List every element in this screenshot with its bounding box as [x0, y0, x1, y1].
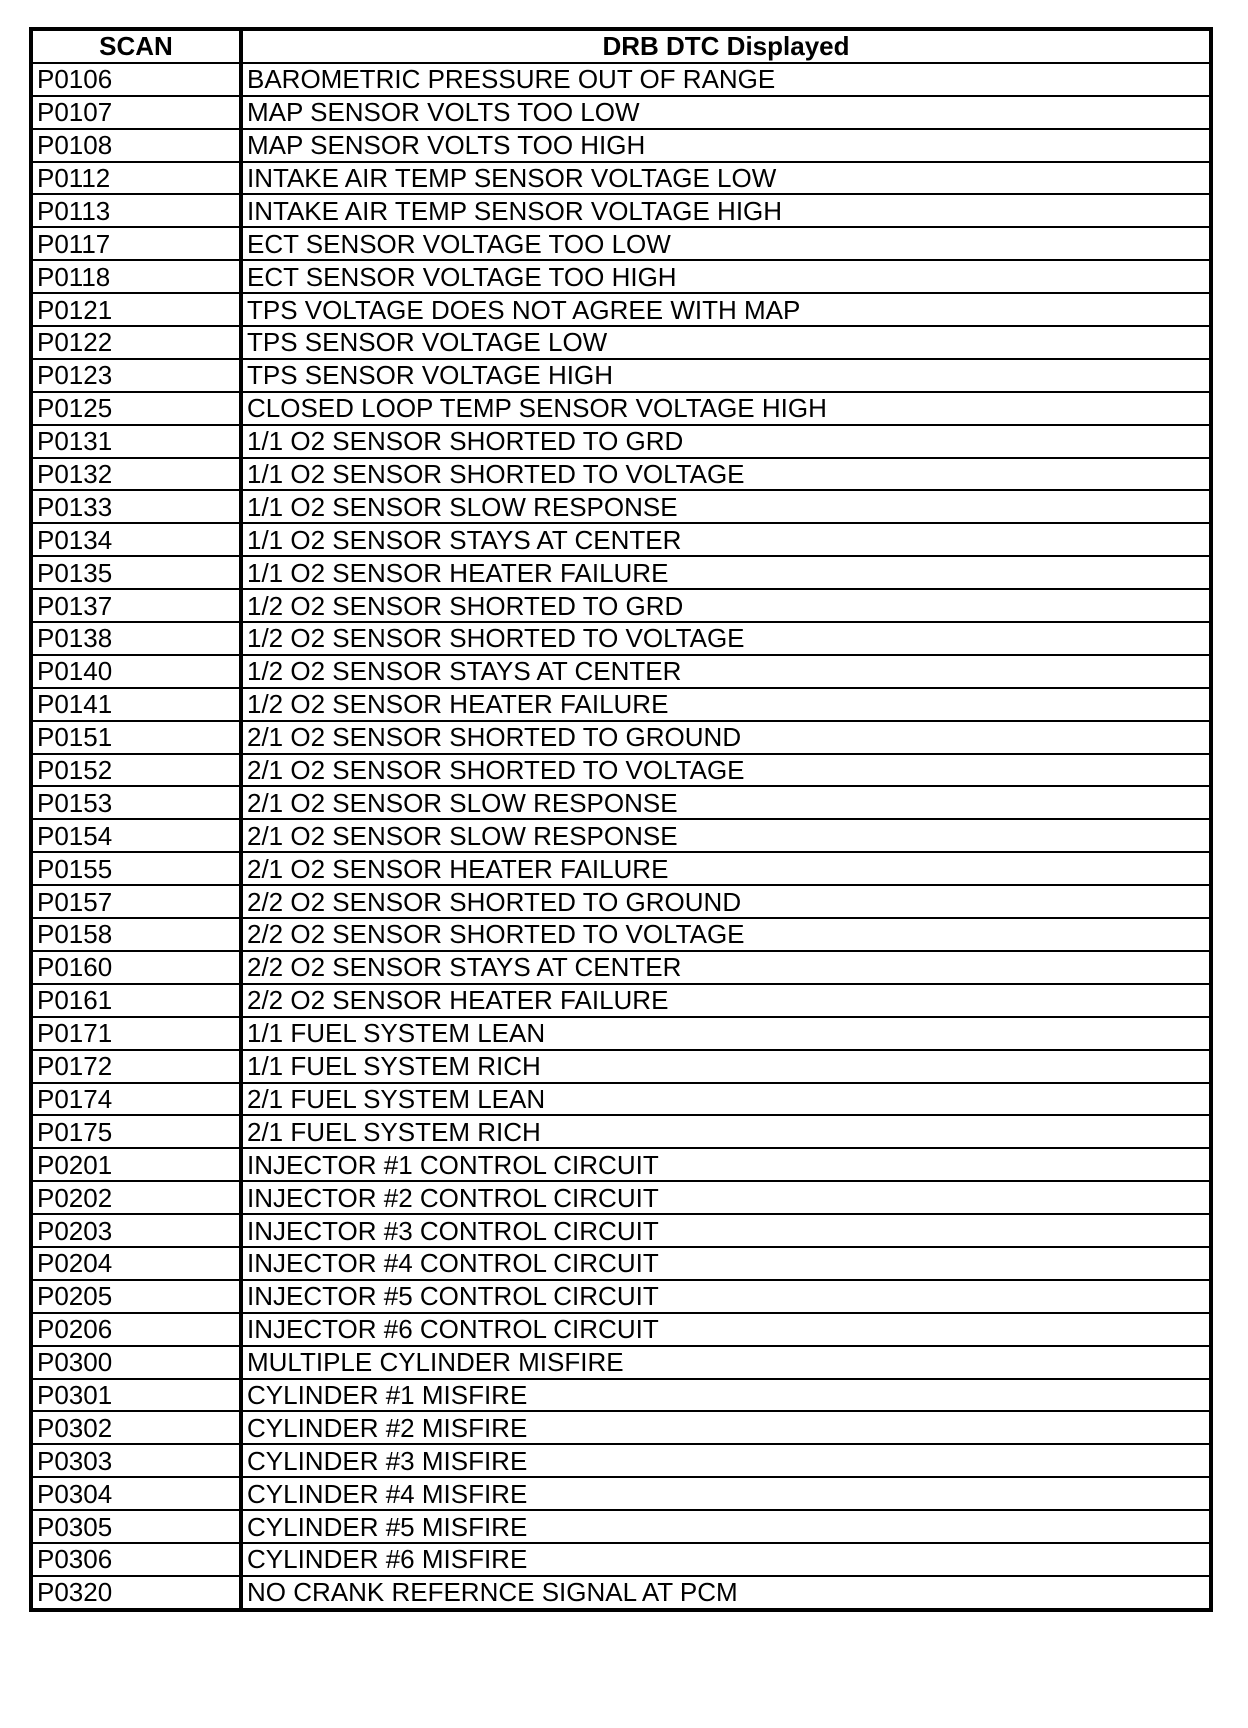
scan-code-cell: P0108 — [31, 129, 241, 162]
header-drb-dtc-displayed: DRB DTC Displayed — [241, 29, 1211, 63]
dtc-description-cell: INJECTOR #3 CONTROL CIRCUIT — [241, 1214, 1211, 1247]
dtc-description-cell: 2/1 O2 SENSOR SLOW RESPONSE — [241, 819, 1211, 852]
table-row — [31, 293, 1211, 326]
dtc-description-cell: 2/1 O2 SENSOR SLOW RESPONSE — [241, 786, 1211, 819]
dtc-description-cell: 1/2 O2 SENSOR STAYS AT CENTER — [241, 655, 1211, 688]
table-row — [31, 1444, 1211, 1477]
table-row — [31, 194, 1211, 227]
dtc-description-cell: MAP SENSOR VOLTS TOO HIGH — [241, 129, 1211, 162]
scan-code-cell: P0175 — [31, 1115, 241, 1148]
table-row — [31, 1543, 1211, 1576]
table-row — [31, 162, 1211, 195]
dtc-description-cell: TPS SENSOR VOLTAGE LOW — [241, 326, 1211, 359]
table-row — [31, 523, 1211, 556]
scan-code-cell: P0112 — [31, 162, 241, 195]
scan-code-cell: P0152 — [31, 754, 241, 787]
dtc-description-cell: INJECTOR #5 CONTROL CIRCUIT — [241, 1280, 1211, 1313]
dtc-description-cell: CLOSED LOOP TEMP SENSOR VOLTAGE HIGH — [241, 392, 1211, 425]
scan-code-cell: P0125 — [31, 392, 241, 425]
dtc-description-cell: INJECTOR #2 CONTROL CIRCUIT — [241, 1181, 1211, 1214]
table-row — [31, 1115, 1211, 1148]
scan-code-cell: P0305 — [31, 1510, 241, 1543]
table-row — [31, 1576, 1211, 1610]
dtc-description-cell: MULTIPLE CYLINDER MISFIRE — [241, 1346, 1211, 1379]
table-row — [31, 786, 1211, 819]
dtc-description-cell: 1/2 O2 SENSOR SHORTED TO VOLTAGE — [241, 622, 1211, 655]
table-row — [31, 1181, 1211, 1214]
dtc-description-cell: INTAKE AIR TEMP SENSOR VOLTAGE LOW — [241, 162, 1211, 195]
table-row — [31, 227, 1211, 260]
scan-code-cell: P0137 — [31, 589, 241, 622]
table-row — [31, 1477, 1211, 1510]
dtc-description-cell: 2/2 O2 SENSOR SHORTED TO VOLTAGE — [241, 918, 1211, 951]
dtc-description-cell: 1/2 O2 SENSOR HEATER FAILURE — [241, 688, 1211, 721]
table-row — [31, 359, 1211, 392]
scan-code-cell: P0171 — [31, 1017, 241, 1050]
scan-code-cell: P0160 — [31, 951, 241, 984]
table-row — [31, 392, 1211, 425]
dtc-description-cell: 1/1 O2 SENSOR STAYS AT CENTER — [241, 523, 1211, 556]
table-row — [31, 589, 1211, 622]
scan-code-cell: P0122 — [31, 326, 241, 359]
scan-code-cell: P0174 — [31, 1083, 241, 1116]
scan-code-cell: P0157 — [31, 885, 241, 918]
scan-code-cell: P0202 — [31, 1181, 241, 1214]
dtc-description-cell: 1/1 O2 SENSOR SHORTED TO GRD — [241, 425, 1211, 458]
header-row — [31, 29, 1211, 63]
scan-code-cell: P0155 — [31, 852, 241, 885]
scan-code-cell: P0113 — [31, 194, 241, 227]
table-row — [31, 1214, 1211, 1247]
table-row — [31, 819, 1211, 852]
dtc-description-cell: CYLINDER #4 MISFIRE — [241, 1477, 1211, 1510]
scan-code-cell: P0201 — [31, 1148, 241, 1181]
table-row — [31, 1050, 1211, 1083]
scan-code-cell: P0131 — [31, 425, 241, 458]
scan-code-cell: P0203 — [31, 1214, 241, 1247]
table-row — [31, 1411, 1211, 1444]
dtc-description-cell: 2/1 FUEL SYSTEM RICH — [241, 1115, 1211, 1148]
dtc-description-cell: INJECTOR #6 CONTROL CIRCUIT — [241, 1313, 1211, 1346]
dtc-description-cell: 2/1 O2 SENSOR SHORTED TO VOLTAGE — [241, 754, 1211, 787]
scan-code-cell: P0107 — [31, 96, 241, 129]
scan-code-cell: P0204 — [31, 1247, 241, 1280]
scan-code-cell: P0306 — [31, 1543, 241, 1576]
scan-code-cell: P0141 — [31, 688, 241, 721]
table-row — [31, 1510, 1211, 1543]
table-row — [31, 425, 1211, 458]
dtc-description-cell: 2/1 FUEL SYSTEM LEAN — [241, 1083, 1211, 1116]
scan-code-cell: P0161 — [31, 984, 241, 1017]
table-row — [31, 622, 1211, 655]
table-row — [31, 1083, 1211, 1116]
dtc-description-cell: CYLINDER #5 MISFIRE — [241, 1510, 1211, 1543]
table-row — [31, 984, 1211, 1017]
table-row — [31, 1379, 1211, 1412]
table-row — [31, 458, 1211, 491]
dtc-description-cell: INJECTOR #4 CONTROL CIRCUIT — [241, 1247, 1211, 1280]
scan-code-cell: P0205 — [31, 1280, 241, 1313]
dtc-description-cell: 1/1 O2 SENSOR SLOW RESPONSE — [241, 490, 1211, 523]
dtc-description-cell: 1/1 O2 SENSOR HEATER FAILURE — [241, 556, 1211, 589]
scan-code-cell: P0151 — [31, 721, 241, 754]
dtc-description-cell: 2/2 O2 SENSOR STAYS AT CENTER — [241, 951, 1211, 984]
scan-code-cell: P0302 — [31, 1411, 241, 1444]
table-row — [31, 1017, 1211, 1050]
scan-code-cell: P0106 — [31, 63, 241, 96]
dtc-description-cell: BAROMETRIC PRESSURE OUT OF RANGE — [241, 63, 1211, 96]
scan-code-cell: P0158 — [31, 918, 241, 951]
dtc-description-cell: CYLINDER #2 MISFIRE — [241, 1411, 1211, 1444]
dtc-description-cell: 2/2 O2 SENSOR HEATER FAILURE — [241, 984, 1211, 1017]
table-row — [31, 96, 1211, 129]
scan-code-cell: P0300 — [31, 1346, 241, 1379]
dtc-description-cell: 2/1 O2 SENSOR SHORTED TO GROUND — [241, 721, 1211, 754]
scan-code-cell: P0121 — [31, 293, 241, 326]
dtc-description-cell: 2/2 O2 SENSOR SHORTED TO GROUND — [241, 885, 1211, 918]
scan-code-cell: P0153 — [31, 786, 241, 819]
scan-code-cell: P0304 — [31, 1477, 241, 1510]
scan-code-cell: P0154 — [31, 819, 241, 852]
header-scan: SCAN — [31, 29, 241, 63]
scan-code-cell: P0123 — [31, 359, 241, 392]
scan-code-cell: P0132 — [31, 458, 241, 491]
dtc-description-cell: 1/1 FUEL SYSTEM RICH — [241, 1050, 1211, 1083]
dtc-description-cell: TPS SENSOR VOLTAGE HIGH — [241, 359, 1211, 392]
table-row — [31, 1148, 1211, 1181]
table-row — [31, 1313, 1211, 1346]
table-row — [31, 63, 1211, 96]
dtc-description-cell: 2/1 O2 SENSOR HEATER FAILURE — [241, 852, 1211, 885]
table-row — [31, 721, 1211, 754]
scan-code-cell: P0117 — [31, 227, 241, 260]
table-row — [31, 885, 1211, 918]
dtc-description-cell: NO CRANK REFERNCE SIGNAL AT PCM — [241, 1576, 1211, 1610]
scan-code-cell: P0118 — [31, 260, 241, 293]
scan-code-cell: P0133 — [31, 490, 241, 523]
dtc-description-cell: 1/1 FUEL SYSTEM LEAN — [241, 1017, 1211, 1050]
dtc-description-cell: 1/2 O2 SENSOR SHORTED TO GRD — [241, 589, 1211, 622]
scan-code-cell: P0135 — [31, 556, 241, 589]
scan-code-cell: P0303 — [31, 1444, 241, 1477]
dtc-description-cell: ECT SENSOR VOLTAGE TOO LOW — [241, 227, 1211, 260]
dtc-description-cell: INTAKE AIR TEMP SENSOR VOLTAGE HIGH — [241, 194, 1211, 227]
table-row — [31, 951, 1211, 984]
scan-code-cell: P0140 — [31, 655, 241, 688]
scan-code-cell: P0138 — [31, 622, 241, 655]
dtc-description-cell: INJECTOR #1 CONTROL CIRCUIT — [241, 1148, 1211, 1181]
table-row — [31, 754, 1211, 787]
table-row — [31, 556, 1211, 589]
table-row — [31, 326, 1211, 359]
dtc-description-cell: CYLINDER #6 MISFIRE — [241, 1543, 1211, 1576]
dtc-description-cell: 1/1 O2 SENSOR SHORTED TO VOLTAGE — [241, 458, 1211, 491]
table-row — [31, 490, 1211, 523]
dtc-description-cell: TPS VOLTAGE DOES NOT AGREE WITH MAP — [241, 293, 1211, 326]
table-row — [31, 852, 1211, 885]
table-row — [31, 688, 1211, 721]
table-row — [31, 1247, 1211, 1280]
table-row — [31, 1346, 1211, 1379]
dtc-description-cell: ECT SENSOR VOLTAGE TOO HIGH — [241, 260, 1211, 293]
scan-code-cell: P0301 — [31, 1379, 241, 1412]
scan-code-cell: P0134 — [31, 523, 241, 556]
scan-code-cell: P0320 — [31, 1576, 241, 1610]
dtc-table — [29, 27, 1213, 1612]
table-body — [31, 63, 1211, 1610]
table-row — [31, 129, 1211, 162]
table-row — [31, 1280, 1211, 1313]
scan-code-cell: P0172 — [31, 1050, 241, 1083]
table-row — [31, 655, 1211, 688]
dtc-description-cell: CYLINDER #1 MISFIRE — [241, 1379, 1211, 1412]
table-row — [31, 260, 1211, 293]
dtc-description-cell: CYLINDER #3 MISFIRE — [241, 1444, 1211, 1477]
dtc-description-cell: MAP SENSOR VOLTS TOO LOW — [241, 96, 1211, 129]
table-row — [31, 918, 1211, 951]
scan-code-cell: P0206 — [31, 1313, 241, 1346]
